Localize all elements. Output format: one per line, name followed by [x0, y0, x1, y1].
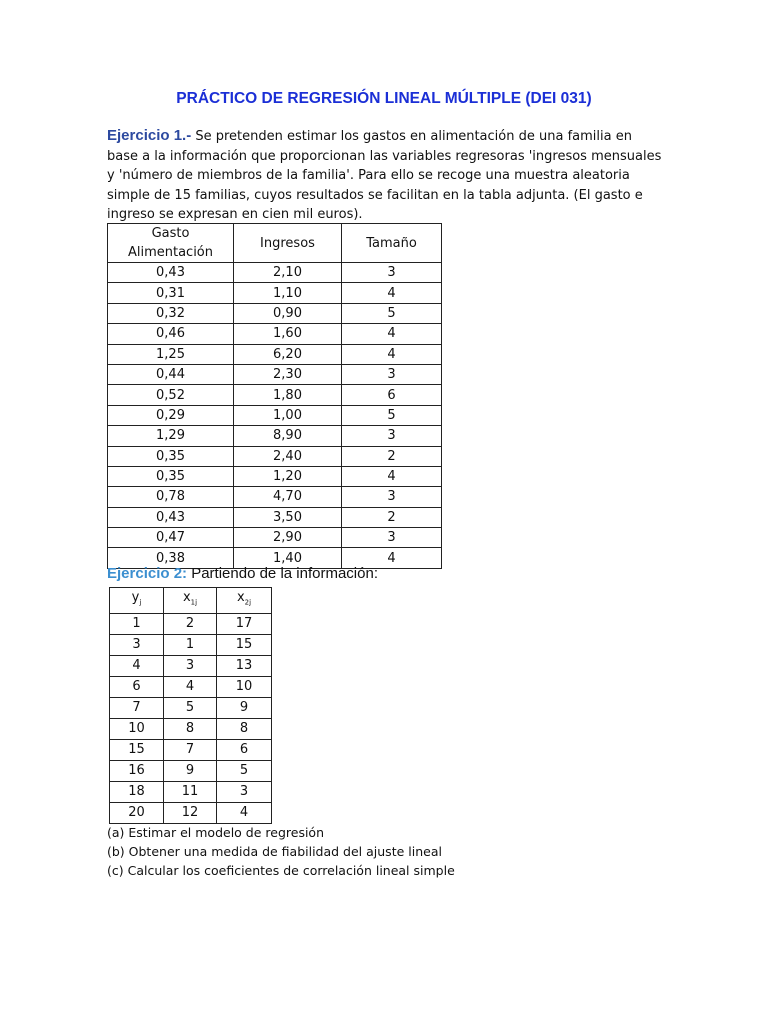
- table-cell: 7: [164, 739, 217, 760]
- table-cell: 3: [342, 528, 442, 548]
- table-cell: 6,20: [234, 344, 342, 364]
- table-row: [108, 528, 442, 548]
- table-cell: 7: [110, 697, 164, 718]
- table-cell: 15: [217, 634, 272, 655]
- header-main: y: [131, 590, 140, 605]
- header-main: x: [182, 590, 191, 605]
- ejercicio-1-text: Se pretenden estimar los gastos en alimentación de una familia en base a la información que proporcionan las variables regresoras 'ingresos mensuales y 'número de miembros de la familia'. Para ello se recoge una muestra aleatoria simple de 15 familias, cuyos resultados se facilitan en la tabla adjunta. (El gasto e ingreso se expresan en cien mil euros).: [107, 129, 662, 222]
- table-cell: 1,25: [108, 344, 234, 364]
- table-row: [110, 634, 272, 655]
- gasto-alimentacion-table: [107, 223, 442, 569]
- column-header-x2: [217, 588, 272, 614]
- table-cell: 1,20: [234, 466, 342, 486]
- table-cell: 1,60: [234, 324, 342, 344]
- table-cell: 1,80: [234, 385, 342, 405]
- table-cell: 9: [217, 697, 272, 718]
- header-sub: 1j: [190, 598, 198, 607]
- table-cell: 4: [342, 324, 442, 344]
- table-cell: 10: [217, 676, 272, 697]
- table-cell: 4: [342, 466, 442, 486]
- header-sub: j: [139, 598, 142, 607]
- question-list: [107, 823, 455, 880]
- table-cell: 6: [110, 676, 164, 697]
- table-cell: 4: [110, 655, 164, 676]
- table-row: [108, 405, 442, 425]
- column-header-tamano: Tamaño: [342, 224, 442, 263]
- table-cell: 0,44: [108, 364, 234, 384]
- table-cell: 0,43: [108, 263, 234, 283]
- table-row: [108, 446, 442, 466]
- table-cell: 0,46: [108, 324, 234, 344]
- table-cell: 4: [342, 344, 442, 364]
- table-row: [108, 385, 442, 405]
- table-cell: 0,31: [108, 283, 234, 303]
- table-cell: 17: [217, 613, 272, 634]
- table-cell: 12: [164, 802, 217, 823]
- table-cell: 13: [217, 655, 272, 676]
- column-header-x1: [164, 588, 217, 614]
- ejercicio-1-paragraph: [107, 126, 667, 225]
- table-cell: 0,43: [108, 507, 234, 527]
- table-cell: 0,35: [108, 446, 234, 466]
- table-cell: 4: [164, 676, 217, 697]
- table-cell: 1,40: [234, 548, 342, 568]
- table-cell: 2: [164, 613, 217, 634]
- table-row: [108, 507, 442, 527]
- table-cell: 0,35: [108, 466, 234, 486]
- page-title: PRÁCTICO DE REGRESIÓN LINEAL MÚLTIPLE (DEI 031): [176, 90, 592, 107]
- table-cell: 0,29: [108, 405, 234, 425]
- table-cell: 2: [342, 446, 442, 466]
- table-cell: 5: [342, 405, 442, 425]
- question-a: (a) Estimar el modelo de regresión: [107, 825, 324, 840]
- table-cell: 5: [342, 303, 442, 323]
- table-row: [108, 487, 442, 507]
- table-cell: 0,52: [108, 385, 234, 405]
- table-cell: 3: [164, 655, 217, 676]
- table-cell: 3: [342, 263, 442, 283]
- table-cell: 20: [110, 802, 164, 823]
- ejercicio-1-label: Ejercicio 1.-: [107, 127, 192, 144]
- table-cell: 4,70: [234, 487, 342, 507]
- table-cell: 3,50: [234, 507, 342, 527]
- table-cell: 0,32: [108, 303, 234, 323]
- table-cell: 2,40: [234, 446, 342, 466]
- table-cell: 1: [110, 613, 164, 634]
- table-row: [108, 303, 442, 323]
- table-cell: 3: [110, 634, 164, 655]
- table-cell: 3: [342, 364, 442, 384]
- column-header-ingresos: Ingresos: [234, 224, 342, 263]
- table-cell: 15: [110, 739, 164, 760]
- ejercicio-2-text: Partiendo de la información:: [187, 565, 378, 582]
- table-cell: 3: [217, 781, 272, 802]
- question-b: (b) Obtener una medida de fiabilidad del ajuste lineal: [107, 844, 442, 859]
- table-row: [108, 263, 442, 283]
- table-cell: 3: [342, 487, 442, 507]
- column-header-y: [110, 588, 164, 614]
- table-cell: 2,10: [234, 263, 342, 283]
- table-cell: 9: [164, 760, 217, 781]
- table-cell: 0,90: [234, 303, 342, 323]
- table-cell: 4: [217, 802, 272, 823]
- table-cell: 10: [110, 718, 164, 739]
- table-row: [110, 676, 272, 697]
- table-cell: 1,10: [234, 283, 342, 303]
- table-row: [110, 760, 272, 781]
- table-cell: 4: [342, 548, 442, 568]
- table-row: [108, 466, 442, 486]
- table-cell: 18: [110, 781, 164, 802]
- regression-data-table: [109, 587, 272, 824]
- table-row: [110, 655, 272, 676]
- table-row: [108, 426, 442, 446]
- table-cell: 2,90: [234, 528, 342, 548]
- table-cell: 0,78: [108, 487, 234, 507]
- gasto-table-body: [108, 263, 442, 569]
- table-cell: 5: [164, 697, 217, 718]
- table-row: [110, 781, 272, 802]
- table-cell: 8: [217, 718, 272, 739]
- question-c: (c) Calcular los coeficientes de correlación lineal simple: [107, 863, 455, 878]
- table-cell: 8,90: [234, 426, 342, 446]
- header-main: x: [236, 590, 245, 605]
- table-cell: 6: [342, 385, 442, 405]
- table-cell: 0,38: [108, 548, 234, 568]
- ejercicio-2-paragraph: [107, 565, 378, 582]
- table-cell: 11: [164, 781, 217, 802]
- table-cell: 2: [342, 507, 442, 527]
- table-row: [110, 613, 272, 634]
- table-cell: 2,30: [234, 364, 342, 384]
- table-header-row: [108, 224, 442, 263]
- table-row: [110, 739, 272, 760]
- table-row: [108, 324, 442, 344]
- table-header-row: [110, 588, 272, 614]
- table-cell: 1,00: [234, 405, 342, 425]
- table-cell: 1,29: [108, 426, 234, 446]
- table-row: [110, 718, 272, 739]
- table-cell: 3: [342, 426, 442, 446]
- table-cell: 5: [217, 760, 272, 781]
- table-cell: 0,47: [108, 528, 234, 548]
- regression-table-body: [110, 613, 272, 823]
- ejercicio-2-label: Ejercicio 2:: [107, 565, 188, 582]
- table-cell: 6: [217, 739, 272, 760]
- table-row: [108, 283, 442, 303]
- column-header-gasto: Gasto Alimentación: [108, 224, 234, 263]
- table-cell: 16: [110, 760, 164, 781]
- table-cell: 8: [164, 718, 217, 739]
- table-row: [108, 364, 442, 384]
- table-row: [108, 344, 442, 364]
- table-cell: 1: [164, 634, 217, 655]
- table-row: [110, 697, 272, 718]
- table-row: [110, 802, 272, 823]
- header-sub: 2j: [244, 598, 252, 607]
- table-cell: 4: [342, 283, 442, 303]
